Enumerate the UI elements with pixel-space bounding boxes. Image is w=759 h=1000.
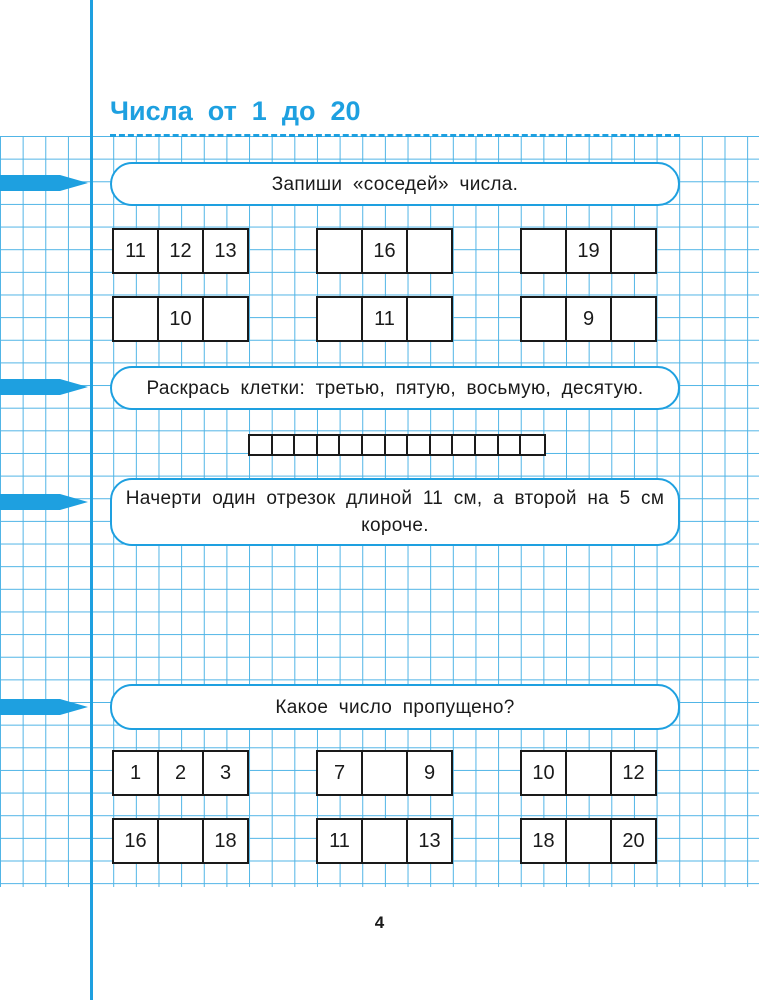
answer-cell[interactable] <box>204 298 247 340</box>
answer-cell[interactable] <box>612 298 655 340</box>
strip-cell[interactable] <box>295 436 318 454</box>
number-cell: 9 <box>567 298 612 340</box>
strip-cell[interactable] <box>318 436 341 454</box>
answer-cell[interactable] <box>522 230 567 272</box>
strip-cell[interactable] <box>453 436 476 454</box>
task-instruction: Запиши «соседей» числа. <box>110 162 680 206</box>
strip-cell[interactable] <box>340 436 363 454</box>
strip-cell[interactable] <box>431 436 454 454</box>
number-cell: 9 <box>423 761 436 784</box>
number-cell: 19 <box>567 230 612 272</box>
answer-cell[interactable] <box>408 230 451 272</box>
answer-cell[interactable] <box>318 230 363 272</box>
number-box <box>316 818 453 864</box>
pencil-icon <box>0 696 92 718</box>
number-cell: 12 <box>622 761 645 784</box>
number-cell: 7 <box>318 752 363 794</box>
number-cell: 1 <box>114 752 159 794</box>
answer-cell[interactable] <box>363 820 408 862</box>
pencil-icon <box>0 172 92 194</box>
task-instruction: Раскрась клетки: третью, пятую, восьмую, десятую. <box>110 366 680 410</box>
number-cell: 11 <box>114 230 159 272</box>
number-cell: 11 <box>363 298 408 340</box>
answer-cell[interactable] <box>567 820 612 862</box>
number-cell: 16 <box>363 230 408 272</box>
number-cell: 13 <box>418 829 441 852</box>
number-cell: 20 <box>622 829 645 852</box>
number-cell: 3 <box>219 761 232 784</box>
number-cell: 12 <box>159 230 204 272</box>
number-cell: 2 <box>159 752 204 794</box>
answer-cell[interactable] <box>408 298 451 340</box>
answer-cell[interactable] <box>567 752 612 794</box>
answer-cell[interactable] <box>363 752 408 794</box>
number-box <box>112 228 249 274</box>
strip-cell[interactable] <box>386 436 409 454</box>
task-instruction: Начерти один отрезок длиной 11 см, а второй на 5 см короче. <box>110 478 680 546</box>
number-cell: 18 <box>522 820 567 862</box>
number-box <box>112 818 249 864</box>
number-cell: 10 <box>159 298 204 340</box>
answer-cell[interactable] <box>159 820 204 862</box>
pencil-icon <box>0 376 92 398</box>
answer-cell[interactable] <box>114 298 159 340</box>
coloring-strip <box>248 434 546 456</box>
number-cell: 11 <box>318 820 363 862</box>
strip-cell[interactable] <box>476 436 499 454</box>
number-cell: 16 <box>114 820 159 862</box>
strip-cell[interactable] <box>250 436 273 454</box>
pencil-icon <box>0 491 92 513</box>
answer-cell[interactable] <box>318 298 363 340</box>
number-cell: 18 <box>214 829 237 852</box>
number-box <box>112 296 249 342</box>
number-box <box>520 750 657 796</box>
number-box <box>316 750 453 796</box>
answer-cell[interactable] <box>612 230 655 272</box>
number-box <box>316 228 453 274</box>
number-box <box>520 296 657 342</box>
task-instruction: Какое число пропущено? <box>110 684 680 730</box>
strip-cell[interactable] <box>273 436 296 454</box>
page-number: 4 <box>374 913 385 932</box>
number-box <box>316 296 453 342</box>
strip-cell[interactable] <box>521 436 544 454</box>
number-box <box>520 818 657 864</box>
title-underline <box>110 134 680 137</box>
number-box <box>520 228 657 274</box>
strip-cell[interactable] <box>408 436 431 454</box>
number-box <box>112 750 249 796</box>
strip-cell[interactable] <box>363 436 386 454</box>
number-cell: 13 <box>214 239 237 262</box>
strip-cell[interactable] <box>499 436 522 454</box>
answer-cell[interactable] <box>522 298 567 340</box>
number-cell: 10 <box>522 752 567 794</box>
page-title: Числа от 1 до 20 <box>110 96 361 126</box>
